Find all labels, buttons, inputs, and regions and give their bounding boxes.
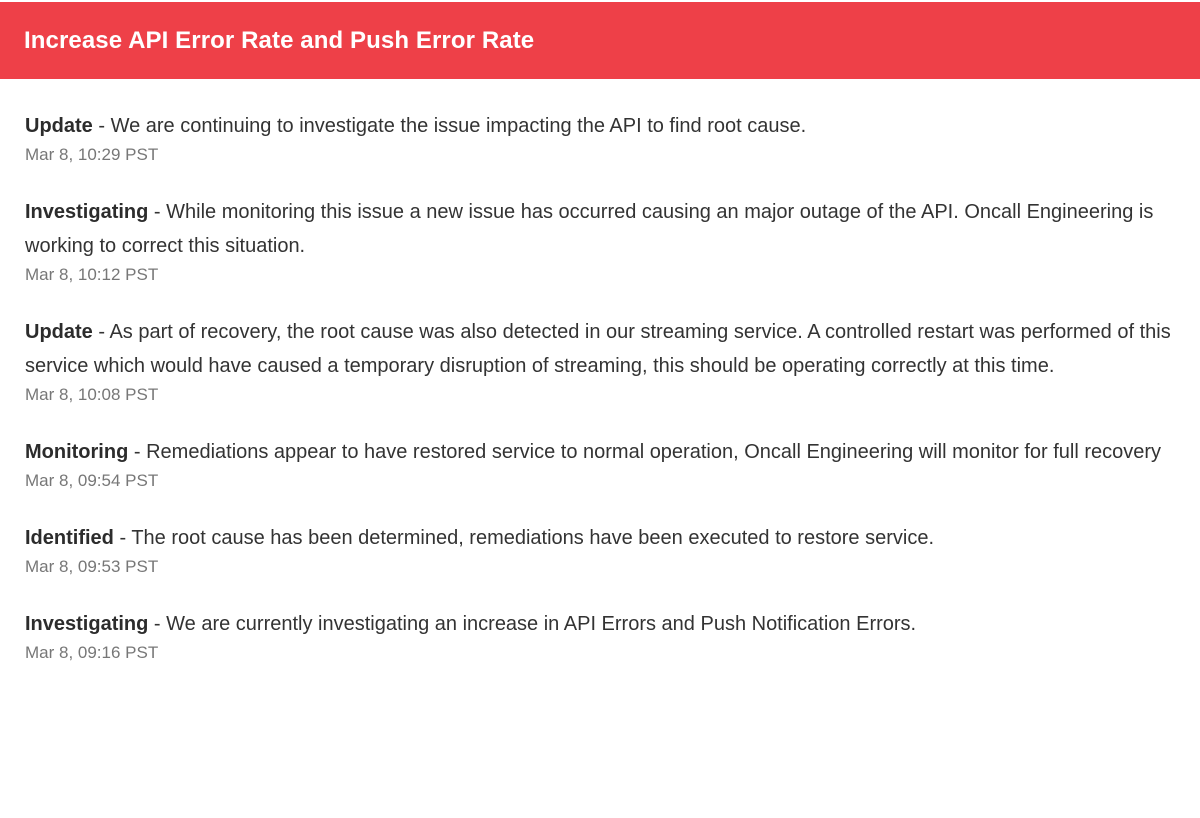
- update-separator: -: [92, 115, 111, 137]
- update-status: Identified: [25, 527, 114, 549]
- update-body: [25, 109, 1176, 143]
- update-message: As part of recovery, the root cause was also detected in our streaming service. A controlled restart was performed of this service which would have caused a temporary disruption of streaming, this should be operating correctly at this time.: [25, 321, 1171, 377]
- update-timestamp: Mar 8, 10:29 PST: [25, 145, 159, 164]
- incident-update: [25, 109, 1176, 166]
- update-status: Investigating: [25, 613, 149, 635]
- incident-update: [25, 607, 1176, 664]
- update-separator: -: [113, 527, 132, 549]
- incident-header: [0, 0, 1200, 79]
- update-timestamp: Mar 8, 10:12 PST: [25, 265, 159, 284]
- update-body: [25, 607, 1176, 641]
- update-message: Remediations appear to have restored service to normal operation, Oncall Engineering will monitor for full recovery: [146, 441, 1162, 463]
- update-separator: -: [148, 613, 167, 635]
- update-status: Investigating: [25, 201, 149, 223]
- incident-update: [25, 521, 1176, 578]
- update-status: Update: [25, 115, 93, 137]
- update-timestamp: Mar 8, 09:54 PST: [25, 471, 159, 490]
- update-timestamp: Mar 8, 09:16 PST: [25, 643, 159, 662]
- incident-updates-list: [0, 79, 1200, 664]
- update-status: Monitoring: [25, 441, 129, 463]
- update-message: We are continuing to investigate the issue impacting the API to find root cause.: [110, 115, 807, 137]
- update-status: Update: [25, 321, 93, 343]
- incident-title: Increase API Error Rate and Push Error Rate: [24, 26, 535, 54]
- update-body: [25, 435, 1176, 469]
- incident-update: [25, 195, 1176, 286]
- update-message: We are currently investigating an increase in API Errors and Push Notification Errors.: [166, 613, 917, 635]
- update-separator: -: [92, 321, 110, 343]
- update-body: [25, 315, 1176, 383]
- incident-update: [25, 435, 1176, 492]
- update-timestamp: Mar 8, 09:53 PST: [25, 557, 159, 576]
- update-body: [25, 521, 1176, 555]
- update-body: [25, 195, 1176, 263]
- update-separator: -: [148, 201, 167, 223]
- update-message: The root cause has been determined, remediations have been executed to restore service.: [131, 527, 935, 549]
- update-message: While monitoring this issue a new issue has occurred causing an major outage of the API. Oncall Engineering is working to correct this situation.: [25, 201, 1154, 257]
- update-separator: -: [128, 441, 147, 463]
- update-timestamp: Mar 8, 10:08 PST: [25, 385, 159, 404]
- incident-update: [25, 315, 1176, 406]
